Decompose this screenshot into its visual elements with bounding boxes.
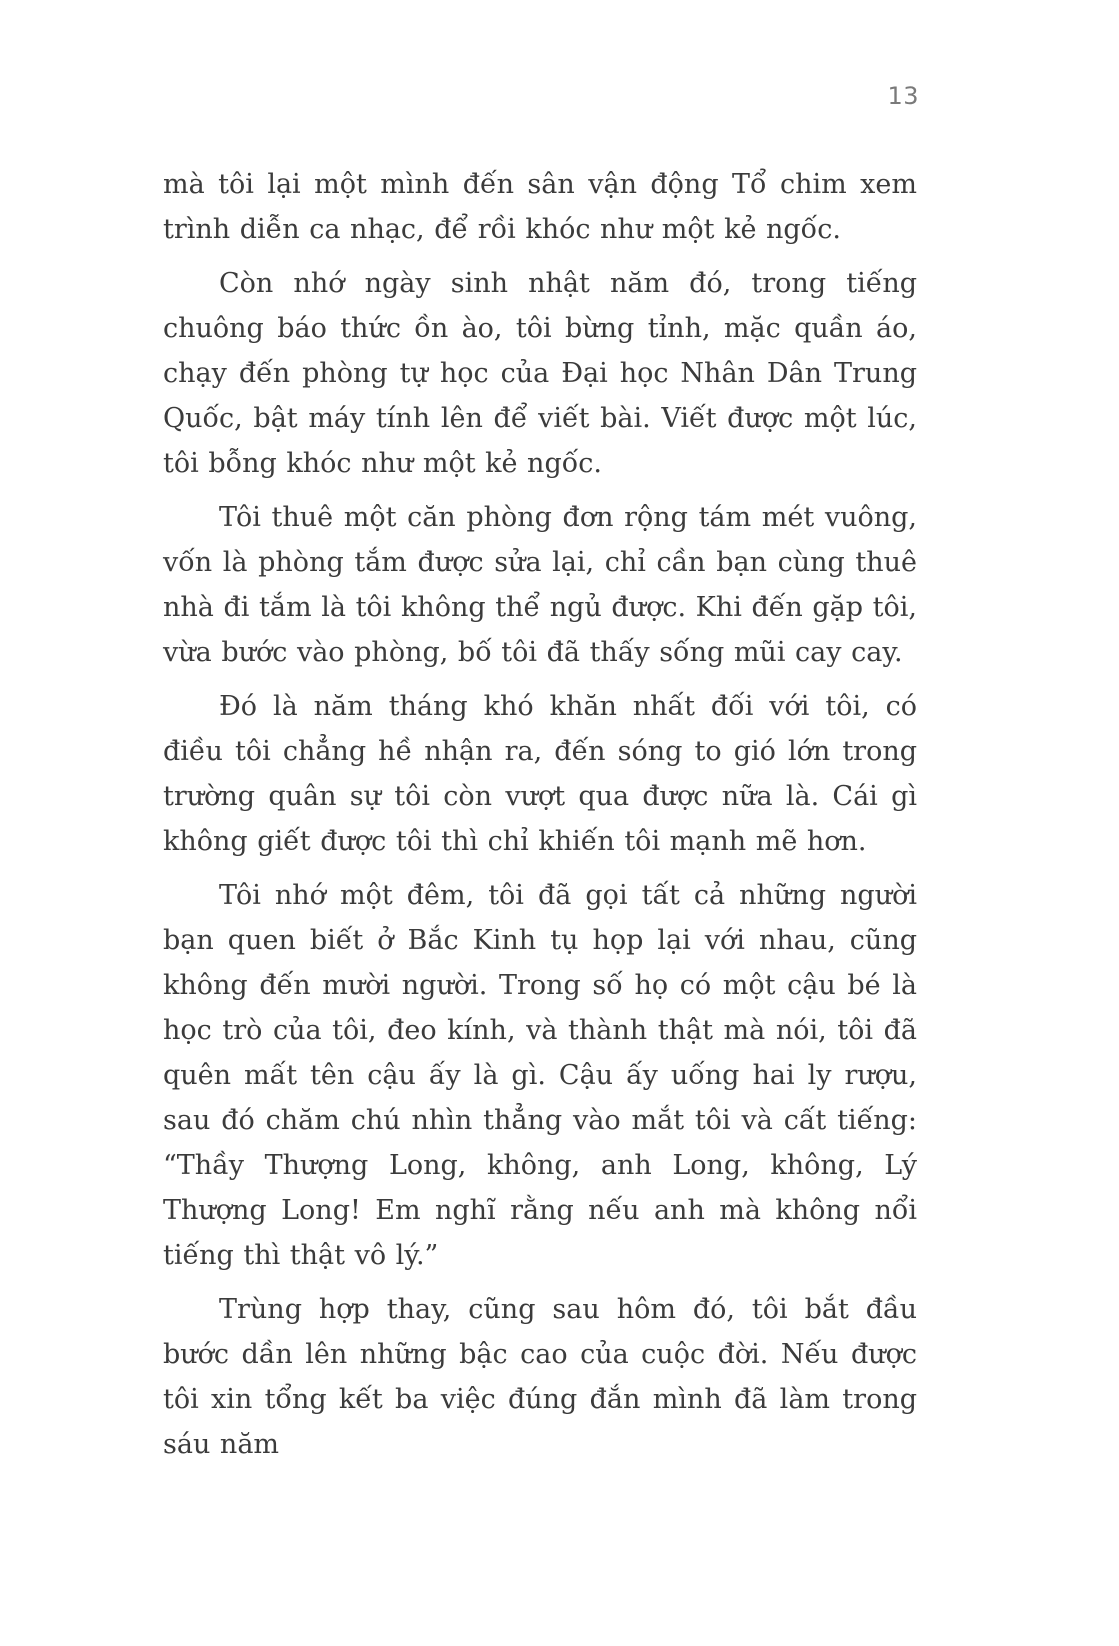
body-paragraph: Đó là năm tháng khó khăn nhất đối với tôi, có điều tôi chẳng hề nhận ra, đến sóng to gió lớn trong trường quân sự tôi còn vượt qua được nữa là. Cái gì không giết được tôi thì chỉ khiến tôi mạnh mẽ hơn. [163,691,917,857]
text-block [163,162,917,1476]
body-paragraph: Tôi nhớ một đêm, tôi đã gọi tất cả những người bạn quen biết ở Bắc Kinh tụ họp lại với nhau, cũng không đến mười người. Trong số họ có một cậu bé là học trò của tôi, đeo kính, và thành thật mà nói, tôi đã quên mất tên cậu ấy là gì. Cậu ấy uống hai ly rượu, sau đó chăm chú nhìn thẳng vào mắt tôi và cất tiếng: “Thầy Thượng Long, không, anh Long, không, Lý Thượng Long! Em nghĩ rằng nếu anh mà không nổi tiếng thì thật vô lý.” [163,880,917,1271]
body-paragraph: mà tôi lại một mình đến sân vận động Tổ chim xem trình diễn ca nhạc, để rồi khóc như một kẻ ngốc. [163,169,917,245]
body-paragraph: Tôi thuê một căn phòng đơn rộng tám mét vuông, vốn là phòng tắm được sửa lại, chỉ cần bạn cùng thuê nhà đi tắm là tôi không thể ngủ được. Khi đến gặp tôi, vừa bước vào phòng, bố tôi đã thấy sống mũi cay cay. [163,502,917,668]
page-number: 13 [887,82,919,110]
body-paragraph: Trùng hợp thay, cũng sau hôm đó, tôi bắt đầu bước dần lên những bậc cao của cuộc đời. Nếu được tôi xin tổng kết ba việc đúng đắn mình đã làm trong sáu năm [163,1294,917,1460]
body-paragraph: Còn nhớ ngày sinh nhật năm đó, trong tiếng chuông báo thức ồn ào, tôi bừng tỉnh, mặc quần áo, chạy đến phòng tự học của Đại học Nhân Dân Trung Quốc, bật máy tính lên để viết bài. Viết được một lúc, tôi bỗng khóc như một kẻ ngốc. [163,268,917,479]
